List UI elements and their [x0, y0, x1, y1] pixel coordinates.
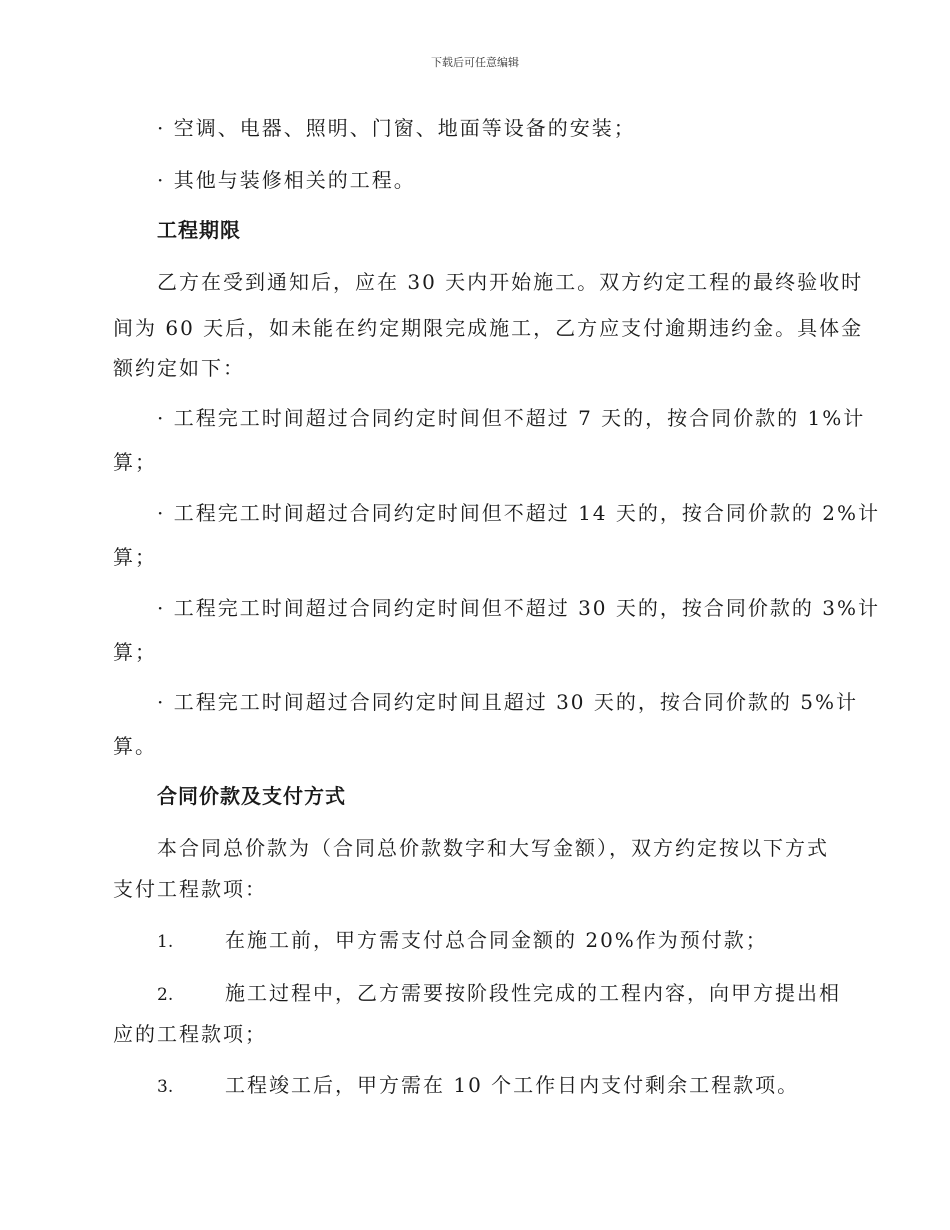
- period-paragraph-line-3: 额约定如下：: [113, 356, 245, 380]
- penalty-item-1-line-2: 算；: [113, 450, 157, 474]
- penalty-item-4-line-2: 算。: [113, 734, 157, 758]
- payment-step-3-number: 3.: [157, 1077, 174, 1097]
- payment-paragraph-line-2: 支付工程款项：: [113, 877, 267, 901]
- bullet-install-equipment: · 空调、电器、照明、门窗、地面等设备的安装；: [157, 116, 636, 140]
- payment-step-2-text-line-1: 施工过程中，乙方需要按阶段性完成的工程内容，向甲方提出相: [225, 981, 841, 1005]
- payment-step-1-text: 在施工前，甲方需支付总合同金额的 20%作为预付款；: [225, 928, 768, 952]
- period-paragraph-line-1: 乙方在受到通知后，应在 30 天内开始施工。双方约定工程的最终验收时: [157, 270, 864, 294]
- penalty-item-2-line-1: · 工程完工时间超过合同约定时间但不超过 14 天的，按合同价款的 2%计: [157, 501, 880, 525]
- penalty-item-3-line-2: 算；: [113, 640, 157, 664]
- penalty-item-3-line-1: · 工程完工时间超过合同约定时间但不超过 30 天的，按合同价款的 3%计: [157, 596, 880, 620]
- section-title-payment: 合同价款及支付方式: [157, 784, 346, 808]
- bullet-other-works: · 其他与装修相关的工程。: [157, 168, 416, 192]
- payment-step-2-text-line-2: 应的工程款项；: [113, 1022, 267, 1046]
- period-paragraph-line-2: 间为 60 天后，如未能在约定期限完成施工，乙方应支付逾期违约金。具体金: [113, 316, 864, 340]
- section-title-period: 工程期限: [157, 218, 241, 242]
- payment-step-3-text: 工程竣工后，甲方需在 10 个工作日内支付剩余工程款项。: [225, 1073, 800, 1097]
- payment-paragraph-line-1: 本合同总价款为（合同总价款数字和大写金额），双方约定按以下方式: [157, 836, 829, 860]
- page-header-note: 下载后可任意编辑: [431, 56, 519, 69]
- penalty-item-1-line-1: · 工程完工时间超过合同约定时间但不超过 7 天的，按合同价款的 1%计: [157, 406, 866, 430]
- payment-step-1-number: 1.: [157, 932, 174, 952]
- penalty-item-4-line-1: · 工程完工时间超过合同约定时间且超过 30 天的，按合同价款的 5%计: [157, 690, 858, 714]
- penalty-item-2-line-2: 算；: [113, 545, 157, 569]
- payment-step-2-number: 2.: [157, 985, 174, 1005]
